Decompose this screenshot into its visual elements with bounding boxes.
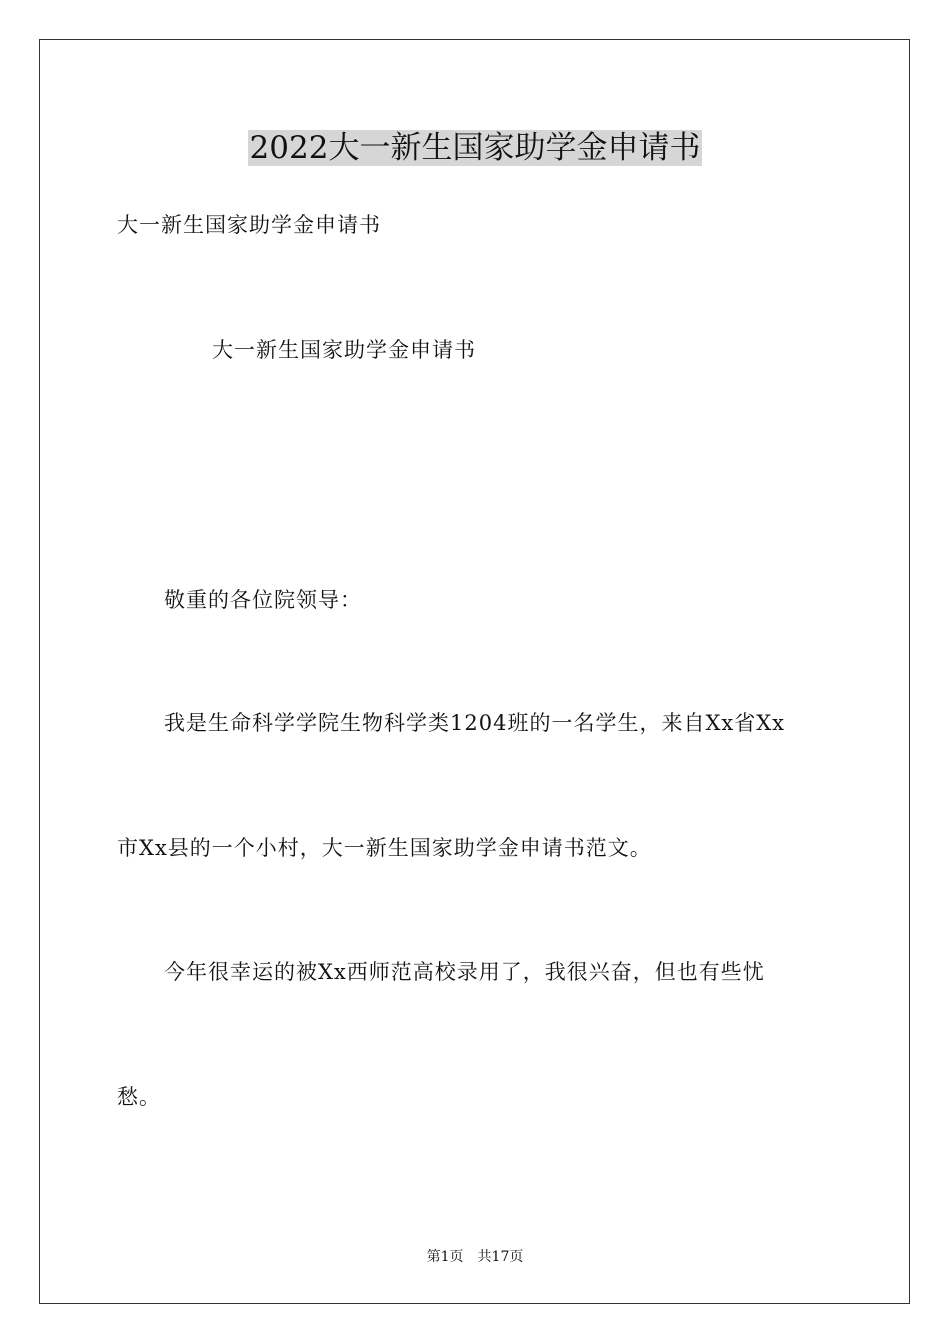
body-line: 今年很幸运的被Xx西师范高校录用了，我很兴奋，但也有些忧 bbox=[164, 960, 765, 984]
page-footer bbox=[0, 1248, 950, 1266]
page-total: 共17页 bbox=[477, 1249, 524, 1265]
document-heading: 大一新生国家助学金申请书 bbox=[212, 338, 476, 362]
document-subtitle: 大一新生国家助学金申请书 bbox=[117, 213, 381, 237]
body-line: 愁。 bbox=[117, 1085, 161, 1109]
document-title-text: 2022大一新生国家助学金申请书 bbox=[249, 130, 701, 166]
body-line: 我是生命科学学院生物科学类1204班的一名学生，来自Xx省Xx bbox=[164, 711, 786, 735]
document-title bbox=[0, 128, 950, 168]
body-line: 市Xx县的一个小村，大一新生国家助学金申请书范文。 bbox=[117, 836, 652, 860]
salutation: 敬重的各位院领导： bbox=[164, 588, 362, 612]
page-number: 第1页 bbox=[426, 1249, 464, 1265]
